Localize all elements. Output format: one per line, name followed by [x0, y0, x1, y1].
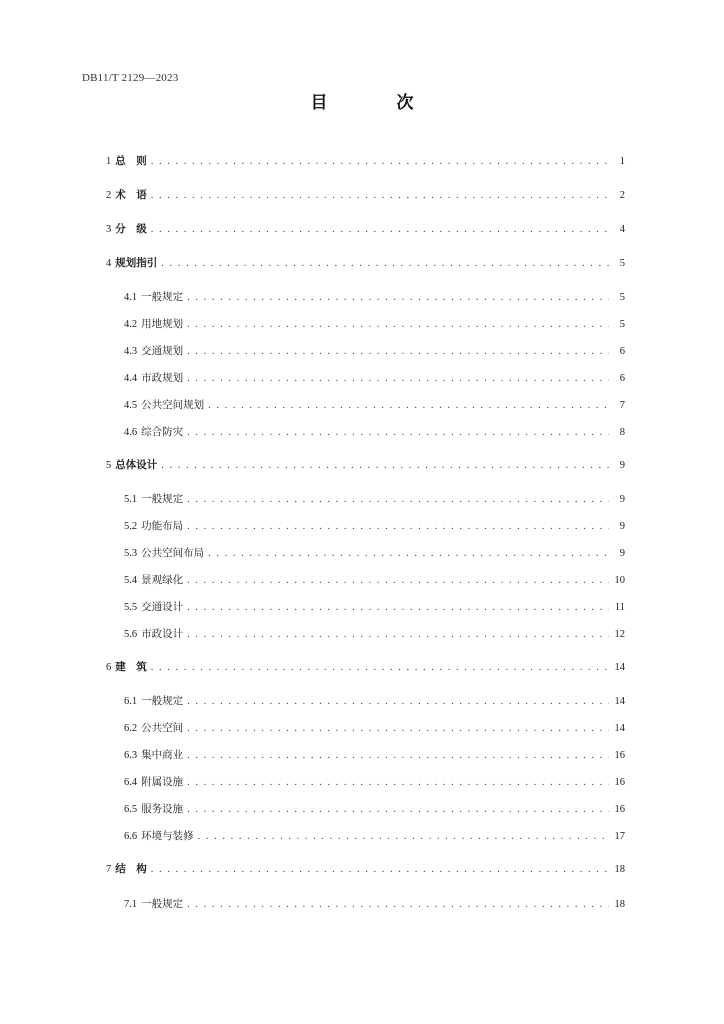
toc-entry-label: 公共空间: [141, 722, 184, 734]
toc-entry-label: 附属设施: [141, 776, 184, 788]
toc-entry-number: 5.2: [124, 521, 138, 532]
toc-chapter-entry[interactable]: [106, 153, 625, 169]
toc-entry-number: 6: [106, 662, 112, 673]
toc-section-entry[interactable]: [124, 370, 625, 386]
toc-section-entry[interactable]: [124, 572, 625, 588]
toc-chapter-entry[interactable]: [106, 187, 625, 203]
toc-chapter-entry[interactable]: [106, 861, 625, 877]
toc-entry-number: 4.3: [124, 346, 138, 357]
toc-entry-page-number: 8: [619, 427, 625, 438]
toc-dot-leader: [151, 154, 609, 170]
toc-entry-number: 6.4: [124, 777, 138, 788]
toc-dot-leader: [187, 492, 609, 508]
toc-dot-leader: [151, 862, 609, 878]
toc-entry-number: 5.1: [124, 494, 138, 505]
toc-chapter-entry[interactable]: [106, 659, 625, 675]
toc-entry-label: 市政规划: [141, 372, 184, 384]
toc-entry-label: 公共空间布局: [141, 547, 205, 559]
toc-entry-page-number: 11: [614, 602, 625, 613]
toc-entry-number: 6.2: [124, 723, 138, 734]
toc-entry-page-number: 5: [619, 292, 625, 303]
toc-entry-page-number: 5: [619, 319, 625, 330]
toc-entry-label: 一般规定: [141, 695, 184, 707]
toc-entry-label: 市政设计: [141, 628, 184, 640]
toc-dot-leader: [208, 398, 609, 414]
toc-dot-leader: [187, 519, 609, 535]
toc-entry-page-number: 1: [619, 156, 625, 167]
toc-dot-leader: [187, 748, 609, 764]
toc-entry-label: 服务设施: [141, 803, 184, 815]
toc-entry-page-number: 2: [619, 190, 625, 201]
toc-section-entry[interactable]: [124, 545, 625, 561]
toc-entry-number: 6.3: [124, 750, 138, 761]
toc-entry-number: 3: [106, 224, 112, 235]
toc-entry-number: 4.4: [124, 373, 138, 384]
toc-entry-page-number: 7: [619, 400, 625, 411]
toc-entry-label: 景观绿化: [141, 574, 184, 586]
toc-entry-label: 总 则: [115, 155, 147, 167]
toc-entry-label: 分 级: [115, 223, 147, 235]
toc-dot-leader: [187, 775, 609, 791]
toc-entry-label: 一般规定: [141, 493, 184, 505]
toc-section-entry[interactable]: [124, 599, 625, 615]
toc-entry-page-number: 16: [614, 804, 625, 815]
toc-entry-page-number: 14: [614, 662, 625, 673]
toc-entry-page-number: 14: [614, 696, 625, 707]
toc-section-entry[interactable]: [124, 720, 625, 736]
toc-entry-number: 4.2: [124, 319, 138, 330]
toc-entry-label: 一般规定: [141, 291, 184, 303]
toc-entry-number: 1: [106, 156, 112, 167]
toc-entry-number: 5.3: [124, 548, 138, 559]
toc-entry-page-number: 9: [619, 521, 625, 532]
toc-entry-label: 环境与装修: [141, 830, 194, 842]
toc-entry-page-number: 14: [614, 723, 625, 734]
toc-section-entry[interactable]: [124, 828, 625, 844]
toc-entry-number: 5.6: [124, 629, 138, 640]
toc-entry-number: 4: [106, 258, 112, 269]
toc-section-entry[interactable]: [124, 424, 625, 440]
toc-section-entry[interactable]: [124, 626, 625, 642]
toc-dot-leader: [187, 425, 609, 441]
toc-entry-page-number: 12: [614, 629, 625, 640]
toc-entry-number: 4.1: [124, 292, 138, 303]
toc-dot-leader: [187, 290, 609, 306]
toc-entry-number: 6.6: [124, 831, 138, 842]
toc-entry-page-number: 6: [619, 346, 625, 357]
toc-entry-number: 5.5: [124, 602, 138, 613]
toc-chapter-entry[interactable]: [106, 255, 625, 271]
toc-entry-label: 集中商业: [141, 749, 184, 761]
toc-section-entry[interactable]: [124, 801, 625, 817]
toc-dot-leader: [161, 256, 609, 272]
toc-dot-leader: [187, 344, 609, 360]
toc-chapter-entry[interactable]: [106, 221, 625, 237]
toc-section-entry[interactable]: [124, 693, 625, 709]
toc-entry-page-number: 16: [614, 777, 625, 788]
toc-entry-number: 4.5: [124, 400, 138, 411]
toc-dot-leader: [187, 897, 609, 913]
toc-entry-label: 建 筑: [115, 661, 147, 673]
toc-dot-leader: [187, 600, 609, 616]
toc-entry-page-number: 4: [619, 224, 625, 235]
toc-entry-label: 交通规划: [141, 345, 184, 357]
toc-section-entry[interactable]: [124, 491, 625, 507]
toc-dot-leader: [187, 573, 609, 589]
toc-entry-page-number: 9: [619, 460, 625, 471]
toc-entry-label: 结 构: [115, 863, 147, 875]
toc-section-entry[interactable]: [124, 896, 625, 912]
toc-entry-label: 用地规划: [141, 318, 184, 330]
toc-dot-leader: [187, 627, 609, 643]
toc-entry-label: 功能布局: [141, 520, 184, 532]
toc-entry-number: 2: [106, 190, 112, 201]
toc-section-entry[interactable]: [124, 316, 625, 332]
toc-dot-leader: [151, 660, 609, 676]
toc-entry-number: 6.5: [124, 804, 138, 815]
toc-entry-label: 术 语: [115, 189, 147, 201]
toc-dot-leader: [187, 721, 609, 737]
toc-section-entry[interactable]: [124, 289, 625, 305]
toc-entry-page-number: 6: [619, 373, 625, 384]
toc-entry-number: 4.6: [124, 427, 138, 438]
toc-entry-page-number: 9: [619, 494, 625, 505]
toc-entry-label: 总体设计: [115, 459, 158, 471]
toc-dot-leader: [161, 458, 609, 474]
toc-entry-page-number: 5: [619, 258, 625, 269]
document-code: DB11/T 2129—2023: [82, 72, 179, 84]
toc-entry-page-number: 18: [614, 864, 625, 875]
toc-dot-leader: [187, 317, 609, 333]
toc-dot-leader: [198, 829, 609, 845]
toc-dot-leader: [208, 546, 609, 562]
toc-entry-page-number: 10: [614, 575, 625, 586]
toc-section-entry[interactable]: [124, 747, 625, 763]
toc-entry-label: 综合防灾: [141, 426, 184, 438]
toc-entry-number: 6.1: [124, 696, 138, 707]
toc-section-entry[interactable]: [124, 397, 625, 413]
toc-entry-label: 交通设计: [141, 601, 184, 613]
toc-entry-page-number: 18: [614, 899, 625, 910]
toc-entry-number: 7.1: [124, 899, 138, 910]
toc-dot-leader: [187, 694, 609, 710]
toc-section-entry[interactable]: [124, 518, 625, 534]
toc-entry-label: 规划指引: [115, 257, 158, 269]
toc-entry-number: 7: [106, 864, 112, 875]
toc-entry-page-number: 9: [619, 548, 625, 559]
toc-entry-page-number: 16: [614, 750, 625, 761]
toc-entry-label: 公共空间规划: [141, 399, 205, 411]
toc-entry-number: 5: [106, 460, 112, 471]
toc-entry-label: 一般规定: [141, 898, 184, 910]
toc-dot-leader: [151, 222, 609, 238]
page-title: 目 次: [310, 93, 440, 113]
toc-dot-leader: [187, 802, 609, 818]
toc-dot-leader: [151, 188, 609, 204]
toc-section-entry[interactable]: [124, 343, 625, 359]
toc-chapter-entry[interactable]: [106, 457, 625, 473]
toc-entry-number: 5.4: [124, 575, 138, 586]
toc-entry-page-number: 17: [614, 831, 625, 842]
toc-section-entry[interactable]: [124, 774, 625, 790]
toc-dot-leader: [187, 371, 609, 387]
